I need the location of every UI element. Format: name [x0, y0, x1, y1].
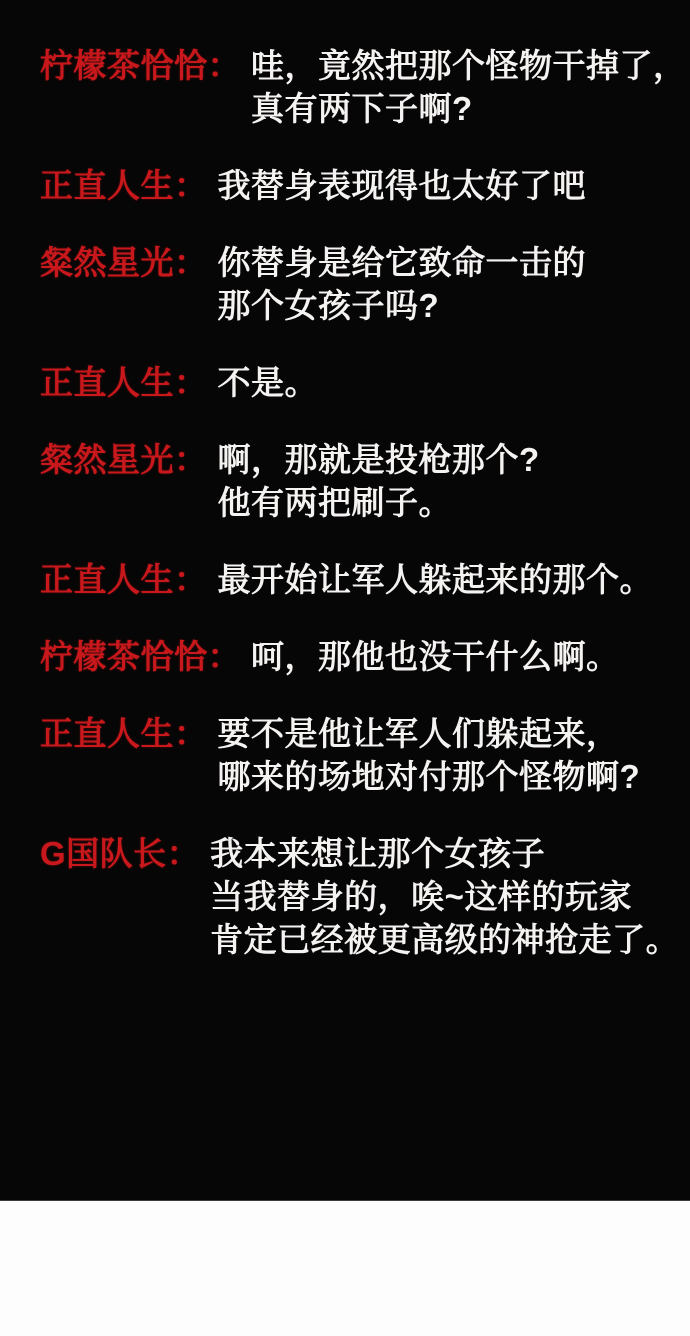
speaker-name: G国队长：: [40, 835, 201, 872]
dialogue-text: [210, 832, 679, 961]
dialogue-line: 当我替身的，唉~这样的玩家: [210, 878, 632, 915]
dialogue-line: 肯定已经被更高级的神抢走了。: [210, 921, 680, 958]
dialogue-text: [218, 241, 679, 327]
dialogue-block: [40, 712, 678, 798]
dialogue-line: 不是。: [217, 364, 318, 401]
dialogue-text: [218, 558, 679, 601]
page-bottom-margin: [0, 1201, 690, 1336]
dialogue-block: [40, 438, 678, 524]
dialogue-line: 那个女孩子吗?: [217, 287, 440, 324]
dialogue-line: 最开始让军人躲起来的那个。: [217, 561, 653, 598]
dialogue-line: 啊，那就是投枪那个?: [217, 441, 540, 478]
dialogue-line: 哇，竟然把那个怪物干掉了，: [251, 47, 687, 84]
speaker-name: 粲然星光：: [40, 244, 208, 281]
dialogue-line: 真有两下子啊?: [251, 90, 473, 127]
speaker-name: 正直人生：: [40, 561, 208, 598]
dialogue-text: [251, 44, 687, 130]
dialogue-text: [251, 635, 678, 678]
dialogue-line: 呵，那他也没干什么啊。: [251, 638, 620, 675]
dialogue-line: 要不是他让军人们躲起来，: [217, 715, 620, 752]
speaker-name: 正直人生：: [40, 715, 208, 752]
dialogue-block: [40, 241, 678, 327]
speaker-name: 正直人生：: [40, 364, 208, 401]
dialogue-block: [40, 361, 678, 404]
dialogue-line: 我本来想让那个女孩子: [210, 835, 546, 872]
dialogue-block: [40, 832, 678, 961]
dialogue-line: 你替身是给它致命一击的: [217, 244, 586, 281]
dialogue-text: [218, 361, 679, 404]
dialogue-line: 他有两把刷子。: [217, 484, 452, 521]
dialogue-line: 我替身表现得也太好了吧: [217, 167, 586, 204]
dialogue-block: [40, 558, 678, 601]
dialogue-line: 哪来的场地对付那个怪物啊?: [217, 758, 641, 795]
speaker-name: 柠檬茶恰恰：: [40, 638, 241, 675]
speaker-name: 柠檬茶恰恰：: [40, 47, 241, 84]
dialogue-block: [40, 635, 678, 678]
speaker-name: 粲然星光：: [40, 441, 208, 478]
dialogue-text: [218, 164, 679, 207]
dialogue-block: [40, 44, 687, 130]
speaker-name: 正直人生：: [40, 167, 208, 204]
dialogue-block: [40, 164, 678, 207]
dialogue-text: [218, 712, 679, 798]
dialogue-text: [218, 438, 679, 524]
